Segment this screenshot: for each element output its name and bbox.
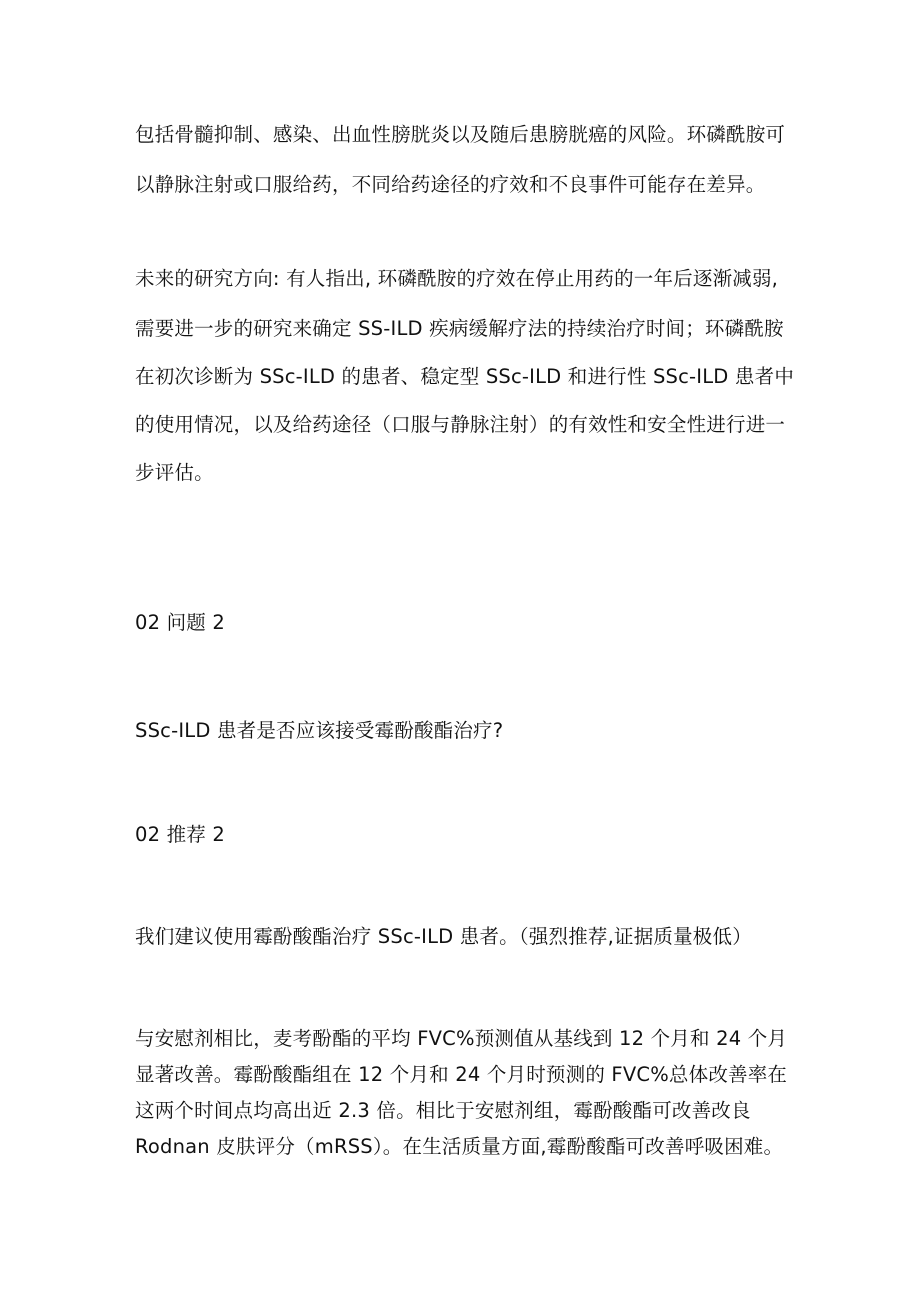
paragraph-3-line-2: 显著改善。霉酚酸酯组在 12 个月和 24 个月时预测的 FVC%总体改善率在 xyxy=(135,1063,788,1086)
paragraph-3-line-4: Rodnan 皮肤评分（mRSS）。在生活质量方面,霉酚酸酯可改善呼吸困难。 xyxy=(135,1135,784,1158)
paragraph-3-line-1: 与安慰剂相比，麦考酚酯的平均 FVC%预测值从基线到 12 个月和 24 个月 xyxy=(135,1027,788,1050)
question-heading: 02 问题 2 xyxy=(135,611,226,634)
paragraph-1-line-2: 以静脉注射或口服给药，不同给药途径的疗效和不良事件可能存在差异。 xyxy=(135,173,766,196)
question-text: SSc-ILD 患者是否应该接受霉酚酸酯治疗? xyxy=(135,719,504,742)
paragraph-2-line-1: 未来的研究方向: 有人指出, 环磷酰胺的疗效在停止用药的一年后逐渐减弱, xyxy=(135,267,779,290)
recommendation-heading: 02 推荐 2 xyxy=(135,823,226,846)
paragraph-2-line-5: 步评估。 xyxy=(135,461,214,484)
recommendation-text: 我们建议使用霉酚酸酯治疗 SSc-ILD 患者。（强烈推荐,证据质量极低） xyxy=(135,925,752,948)
paragraph-3-line-3: 这两个时间点均高出近 2.3 倍。相比于安慰剂组，霉酚酸酯可改善改良 xyxy=(135,1099,751,1122)
paragraph-2-line-2: 需要进一步的研究来确定 SS-ILD 疾病缓解疗法的持续治疗时间；环磷酰胺 xyxy=(135,317,784,340)
paragraph-1-line-1: 包括骨髓抑制、感染、出血性膀胱炎以及随后患膀胱癌的风险。环磷酰胺可 xyxy=(135,123,786,146)
paragraph-2-line-4: 的使用情况，以及给药途径（口服与静脉注射）的有效性和安全性进行进一 xyxy=(135,413,786,436)
paragraph-2-line-3: 在初次诊断为 SSc-ILD 的患者、稳定型 SSc-ILD 和进行性 SSc-ILD 患者中 xyxy=(135,365,795,388)
